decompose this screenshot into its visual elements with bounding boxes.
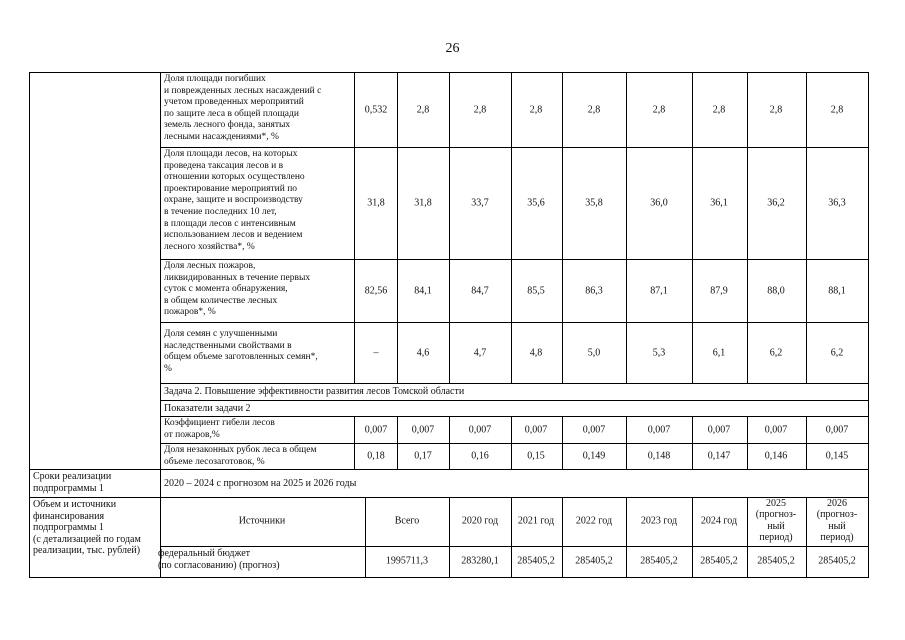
indicator-value: 2,8 (769, 104, 783, 116)
funding-label: Объем и источники финансирования подпрограммы 1 (с детализацией по годам реализации, тыс. рублей) (33, 499, 141, 557)
indicator-value: 5,0 (587, 347, 601, 359)
indicator-value: 0,149 (582, 450, 606, 462)
terms-label: Сроки реализации подпрограммы 1 (33, 471, 112, 494)
indicator-value: 35,6 (527, 197, 545, 209)
indicator-value: 0,007 (364, 424, 388, 436)
indicator-value: 0,17 (414, 450, 432, 462)
indicator-value: 0,007 (411, 424, 435, 436)
indicator-value: 2,8 (473, 104, 487, 116)
indicator-value: 283280,1 (461, 555, 499, 567)
indicator-value: 2,8 (830, 104, 844, 116)
indicator-value: 36,0 (650, 197, 668, 209)
funding-header: 2021 год (517, 515, 555, 527)
indicator-value: 84,1 (414, 285, 432, 297)
funding-header: 2022 год (575, 515, 613, 527)
indicator-label: Доля лесных пожаров, ликвидированных в течение первых суток с момента обнаружения, в общем количестве лесных пожаров*, % (164, 261, 311, 318)
indicator-label: Доля площади погибших и поврежденных лесных насаждений с учетом проведенных мероприятий по защите леса в общей площади земель лесного фонда, занятых лесными насаждениями*, % (164, 74, 322, 142)
indicator-value: 285405,2 (640, 555, 678, 567)
indicator-value: 36,3 (828, 197, 846, 209)
indicator-value: 0,007 (647, 424, 671, 436)
indicator-value: 31,8 (367, 197, 385, 209)
indicator-label: Доля площади лесов, на которых проведена таксация лесов и в отношении которых осуществлено проектирование мероприятий по охране, защите и воспроизводству в течение последних 10 лет, в площади лесов с интенсивным использованием лесов и ведением лесного хозяйства*, % (164, 149, 305, 252)
indicator-value: 33,7 (471, 197, 489, 209)
indicator-value: 0,15 (527, 450, 545, 462)
indicator-value: 2,8 (712, 104, 726, 116)
indicator-value: 88,1 (828, 285, 846, 297)
indicator-value: 82,56 (364, 285, 388, 297)
indicator-value: 84,7 (471, 285, 489, 297)
indicator-value: 6,2 (830, 347, 844, 359)
indicator-label: Коэффициент гибели лесов от пожаров,% (164, 418, 275, 440)
funding-header: 2026 (прогноз- ный период) (816, 498, 858, 544)
indicator-value: 36,1 (710, 197, 728, 209)
indicator-value: 88,0 (767, 285, 785, 297)
terms-value: 2020 – 2024 с прогнозом на 2025 и 2026 годы (164, 478, 357, 489)
indicator-value: 86,3 (585, 285, 603, 297)
indicator-value: 285405,2 (818, 555, 856, 567)
indicator-value: 0,18 (367, 450, 385, 462)
indicator-value: 285405,2 (517, 555, 555, 567)
indicator-value: 0,147 (707, 450, 731, 462)
indicator-value: 6,1 (712, 347, 726, 359)
funding-header: 2025 (прогноз- ный период) (755, 498, 797, 544)
indicator-label: Доля незаконных рубок леса в общем объеме лесозаготовок, % (164, 445, 317, 467)
indicator-value: 0,007 (468, 424, 492, 436)
funding-header: 2020 год (461, 515, 499, 527)
indicator-value: 0,16 (471, 450, 489, 462)
task2-indicators-header: Показатели задачи 2 (164, 403, 251, 414)
indicator-value: 2,8 (587, 104, 601, 116)
indicator-value: 35,8 (585, 197, 603, 209)
indicator-value: 85,5 (527, 285, 545, 297)
page-number: 26 (445, 41, 460, 56)
indicator-value: 5,3 (652, 347, 666, 359)
indicator-value: 0,146 (764, 450, 788, 462)
funding-header: 2024 год (700, 515, 738, 527)
indicator-value: 285405,2 (575, 555, 613, 567)
indicator-value: 0,007 (582, 424, 606, 436)
indicator-value: 285405,2 (757, 555, 795, 567)
indicator-value: 0,007 (825, 424, 849, 436)
indicator-value: 4,7 (473, 347, 487, 359)
indicator-value: – (373, 347, 379, 359)
indicator-value: 2,8 (416, 104, 430, 116)
indicator-value: 0,007 (524, 424, 548, 436)
funding-source: федеральный бюджет (по согласованию) (прогноз) (158, 548, 280, 571)
indicator-value: 0,007 (707, 424, 731, 436)
indicator-label: Доля семян с улучшенными наследственными свойствами в общем объеме заготовленных семян*, % (164, 329, 318, 374)
indicator-value: 87,9 (710, 285, 728, 297)
funding-header: 2023 год (640, 515, 678, 527)
indicator-value: 4,6 (416, 347, 430, 359)
indicator-value: 87,1 (650, 285, 668, 297)
indicator-value: 4,8 (529, 347, 543, 359)
indicator-value: 1995711,3 (385, 555, 429, 567)
indicator-value: 6,2 (769, 347, 783, 359)
indicator-value: 2,8 (652, 104, 666, 116)
funding-header: Всего (394, 515, 420, 527)
task2-title: Задача 2. Повышение эффективности развития лесов Томской области (164, 386, 465, 397)
indicator-value: 0,145 (825, 450, 849, 462)
indicator-value: 0,532 (364, 104, 388, 116)
indicator-value: 36,2 (767, 197, 785, 209)
indicator-value: 0,007 (764, 424, 788, 436)
indicator-value: 2,8 (529, 104, 543, 116)
indicator-value: 0,148 (647, 450, 671, 462)
indicator-value: 285405,2 (700, 555, 738, 567)
indicator-value: 31,8 (414, 197, 432, 209)
funding-header: Источники (238, 515, 286, 527)
